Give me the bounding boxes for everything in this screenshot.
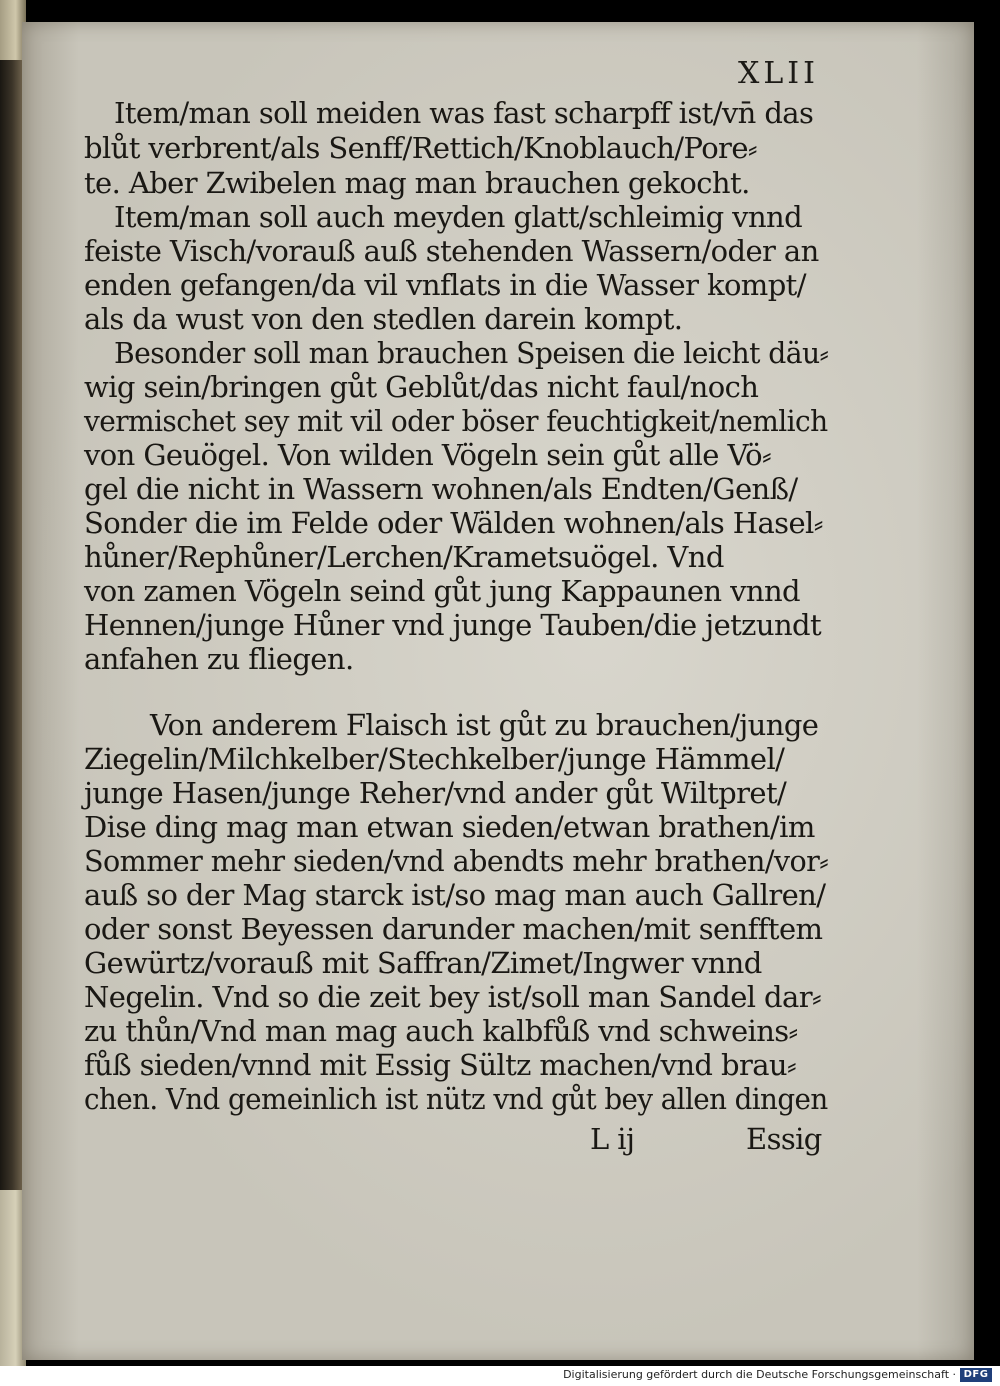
text-line: von zamen Vögeln seind gůt jung Kappaunen vnnd bbox=[84, 574, 801, 608]
text-line: oder sonst Beyessen darunder machen/mit senfftem bbox=[84, 912, 823, 946]
text-line: von Geuögel. Von wilden Vögeln sein gůt alle Vö⸗ bbox=[84, 438, 772, 472]
text-line: zu thůn/Vnd man mag auch kalbfůß vnd schweins⸗ bbox=[84, 1014, 798, 1048]
text-line: auß so der Mag starck ist/so mag man auch Gallren/ bbox=[84, 878, 826, 912]
dfg-logo: DFG bbox=[960, 1368, 992, 1382]
text-line: anfahen zu fliegen. bbox=[84, 642, 354, 676]
text-line: Dise ding mag man etwan sieden/etwan brathen/im bbox=[84, 810, 815, 844]
text-line: als da wust von den stedlen darein kompt. bbox=[84, 302, 683, 336]
text-line: gel die nicht in Wassern wohnen/als Endten/Genß/ bbox=[84, 472, 798, 506]
text-line: Hennen/junge Hůner vnd junge Tauben/die jetzundt bbox=[84, 608, 822, 642]
text-line: chen. Vnd gemeinlich ist nütz vnd gůt bey allen dingen bbox=[84, 1082, 828, 1116]
text-line: hůner/Rephůner/Lerchen/Krametsuögel. Vnd bbox=[84, 540, 724, 574]
text-line: te. Aber Zwibelen mag man brauchen gekocht. bbox=[84, 166, 750, 200]
text-line: fůß sieden/vnnd mit Essig Sültz machen/vnd brau⸗ bbox=[84, 1048, 797, 1082]
text-line: blůt verbrent/als Senff/Rettich/Knoblauch/Pore⸗ bbox=[84, 131, 757, 165]
book-spine bbox=[0, 0, 22, 1366]
text-line: feiste Visch/vorauß auß stehenden Wassern/oder an bbox=[84, 234, 819, 268]
text-line: Negelin. Vnd so die zeit bey ist/soll man Sandel dar⸗ bbox=[84, 980, 822, 1014]
funding-credit: Digitalisierung gefördert durch die Deutsche Forschungsgemeinschaft · bbox=[563, 1368, 956, 1381]
text-line: Sonder die im Felde oder Wälden wohnen/als Hasel⸗ bbox=[84, 506, 823, 540]
text-line: Gewürtz/vorauß mit Saffran/Zimet/Ingwer vnnd bbox=[84, 946, 762, 980]
text-line: Von anderem Flaisch ist gůt zu brauchen/junge bbox=[150, 708, 819, 742]
folio-number: XLII bbox=[738, 56, 819, 91]
text-line: Besonder soll man brauchen Speisen die leicht däu⸗ bbox=[114, 336, 829, 370]
text-line: Item/man soll meiden was fast scharpff ist/vn̄ das bbox=[114, 96, 814, 130]
catchword: Essig bbox=[746, 1122, 822, 1156]
text-line: Sommer mehr sieden/vnd abendts mehr brathen/vor⸗ bbox=[84, 844, 829, 878]
text-line: Item/man soll auch meyden glatt/schleimig vnnd bbox=[114, 200, 803, 234]
signature-mark: L ij bbox=[590, 1122, 635, 1156]
text-line: junge Hasen/junge Reher/vnd ander gůt Wiltpret/ bbox=[84, 776, 787, 810]
text-line: enden gefangen/da vil vnflats in die Wasser kompt/ bbox=[84, 268, 806, 302]
text-line: Ziegelin/Milchkelber/Stechkelber/junge Hämmel/ bbox=[84, 742, 785, 776]
text-line: vermischet sey mit vil oder böser feuchtigkeit/nemlich bbox=[84, 404, 828, 438]
text-line: wig sein/bringen gůt Geblůt/das nicht faul/noch bbox=[84, 370, 759, 404]
